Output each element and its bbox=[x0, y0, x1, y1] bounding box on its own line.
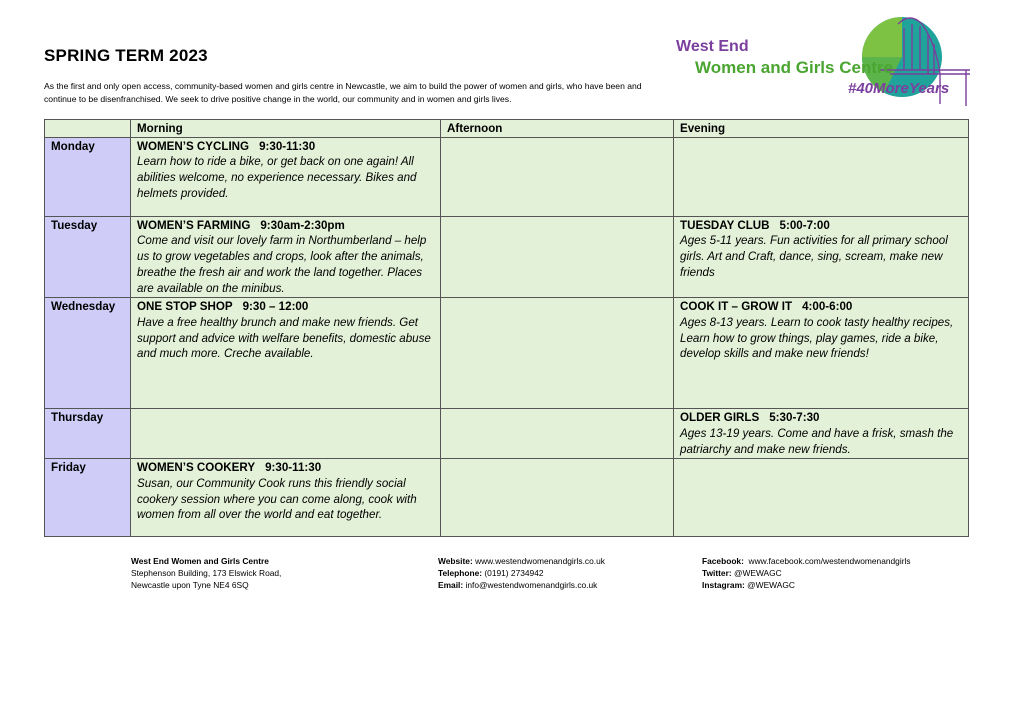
footer-address-line-1: Stephenson Building, 173 Elswick Road, bbox=[131, 567, 282, 578]
table-row-friday bbox=[45, 459, 969, 537]
timetable-header-row bbox=[45, 120, 969, 138]
evening-cell bbox=[674, 137, 969, 216]
header-morning: Morning bbox=[131, 120, 441, 138]
event-time: 9:30-11:30 bbox=[259, 139, 316, 153]
footer-contact bbox=[438, 556, 605, 591]
logo-line-2: Women and Girls Centre bbox=[695, 58, 894, 77]
event-description: Susan, our Community Cook runs this friendly social cookery session where you can come along, cook with women from all over the world and eat together. bbox=[137, 477, 417, 522]
email-label: Email: bbox=[438, 579, 464, 590]
event-description: Learn how to ride a bike, or get back on one again! All abilities welcome, no experience necessary. Bikes and helmets provided. bbox=[137, 155, 417, 200]
event-name: WOMEN’S COOKERY bbox=[137, 461, 256, 475]
logo-line-1: West End bbox=[676, 38, 749, 55]
event-time: 5:00-7:00 bbox=[779, 218, 830, 232]
evening-cell bbox=[674, 459, 969, 537]
event-time: 9:30 – 12:00 bbox=[242, 300, 309, 314]
header-corner bbox=[45, 120, 131, 138]
table-row-wednesday bbox=[45, 298, 969, 409]
morning-cell bbox=[131, 216, 441, 298]
header-afternoon: Afternoon bbox=[441, 120, 674, 138]
table-row-thursday bbox=[45, 409, 969, 459]
event-name: WOMEN’S FARMING bbox=[137, 218, 251, 232]
event-name: ONE STOP SHOP bbox=[137, 300, 233, 314]
evening-cell bbox=[674, 216, 969, 298]
evening-cell bbox=[674, 298, 969, 409]
telephone-value: (0191) 2734942 bbox=[484, 567, 544, 578]
facebook-label: Facebook: bbox=[702, 556, 744, 566]
website-label: Website: bbox=[438, 556, 473, 566]
morning-cell bbox=[131, 459, 441, 537]
afternoon-cell bbox=[441, 459, 674, 537]
morning-cell bbox=[131, 298, 441, 409]
event-name: TUESDAY CLUB bbox=[680, 218, 770, 232]
email-link[interactable]: info@westendwomenandgirls.co.uk bbox=[465, 579, 598, 590]
footer-address bbox=[131, 556, 281, 591]
afternoon-cell bbox=[441, 137, 674, 216]
instagram-handle[interactable]: @WEWAGC bbox=[747, 579, 795, 590]
telephone-label: Telephone: bbox=[438, 567, 483, 578]
intro-text: As the first and only open access, community-based women and girls centre in Newcastle, we aim to build the power of women and girls, who have been and continue to be disenfranchised. We seek to drive positive change in the world, our community and in women and girls lives. bbox=[44, 81, 642, 104]
event-time: 5:30-7:30 bbox=[769, 411, 820, 425]
table-row-monday bbox=[45, 137, 969, 216]
page-title: SPRING TERM 2023 bbox=[44, 46, 208, 65]
table-row-tuesday bbox=[45, 216, 969, 298]
event-description: Ages 13-19 years. Come and have a frisk, smash the patriarchy and make new friends. bbox=[680, 426, 954, 456]
event-description: Come and visit our lovely farm in Northumberland – help us to grow vegetables and crops, look after the animals, breathe the fresh air and work the land together. Places are available on the minibus. bbox=[137, 234, 427, 295]
footer-org-name: West End Women and Girls Centre bbox=[131, 556, 269, 566]
day-label: Friday bbox=[45, 459, 131, 537]
event-time: 9:30-11:30 bbox=[265, 461, 322, 475]
morning-cell bbox=[131, 137, 441, 216]
morning-cell bbox=[131, 409, 441, 459]
logo-hashtag: #40MoreYears bbox=[848, 80, 950, 97]
centre-logo bbox=[670, 14, 980, 109]
afternoon-cell bbox=[441, 216, 674, 298]
afternoon-cell bbox=[441, 298, 674, 409]
instagram-label: Instagram: bbox=[702, 579, 745, 590]
afternoon-cell bbox=[441, 409, 674, 459]
evening-cell bbox=[674, 409, 969, 459]
event-time: 4:00-6:00 bbox=[802, 300, 853, 314]
twitter-handle[interactable]: @WEWAGC bbox=[733, 567, 782, 578]
event-description: Ages 5-11 years. Fun activities for all primary school girls. Art and Craft, dance, sing, scream, make new friends bbox=[680, 234, 948, 279]
event-time: 9:30am-2:30pm bbox=[260, 218, 345, 232]
day-label: Tuesday bbox=[45, 216, 131, 298]
event-description: Have a free healthy brunch and make new friends. Get support and advice with welfare benefits, domestic abuse and much more. Creche available. bbox=[137, 315, 431, 361]
header-evening: Evening bbox=[674, 120, 969, 138]
event-name: OLDER GIRLS bbox=[680, 411, 760, 425]
footer-address-line-2: Newcastle upon Tyne NE4 6SQ bbox=[131, 579, 249, 590]
day-label: Monday bbox=[45, 137, 131, 216]
twitter-label: Twitter: bbox=[702, 567, 732, 578]
website-link[interactable]: www.westendwomenandgirls.co.uk bbox=[475, 556, 605, 566]
event-name: COOK IT – GROW IT bbox=[680, 300, 793, 314]
day-label: Thursday bbox=[45, 409, 131, 459]
footer-social bbox=[702, 556, 911, 591]
facebook-link[interactable]: www.facebook.com/westendwomenandgirls bbox=[748, 556, 911, 566]
event-description: Ages 8-13 years. Learn to cook tasty healthy recipes, Learn how to grow things, play games, ride a bike, develop skills and make new friends! bbox=[680, 315, 954, 361]
day-label: Wednesday bbox=[45, 298, 131, 409]
event-name: WOMEN’S CYCLING bbox=[137, 139, 250, 153]
timetable bbox=[44, 119, 969, 537]
